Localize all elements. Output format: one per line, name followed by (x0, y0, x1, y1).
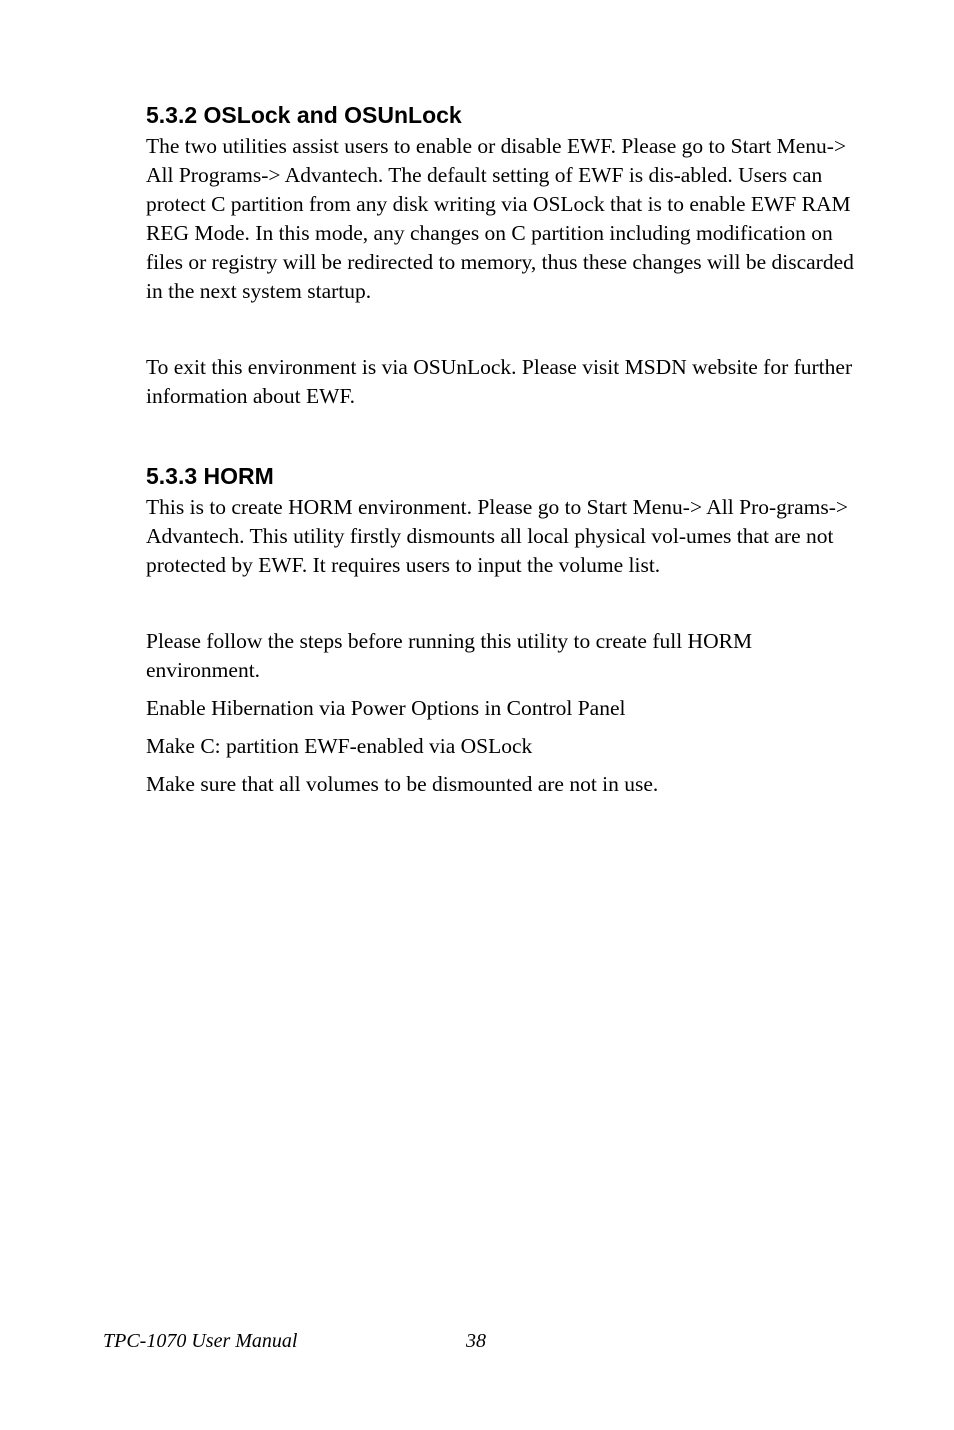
step-item: Make sure that all volumes to be dismounted are not in use. (146, 772, 659, 796)
paragraph-horm-intro: This is to create HORM environment. Please go to Start Menu-> All Pro-grams-> Advantech. This utility firstly dismounts all local physical vol-umes that are not protected by EWF. It requires users to input the volume list. (146, 495, 848, 577)
step-item: Enable Hibernation via Power Options in Control Panel (146, 696, 626, 720)
footer-manual-title: TPC-1070 User Manual (103, 1330, 298, 1352)
section-heading-oslock: 5.3.2 OSLock and OSUnLock (146, 102, 462, 128)
page-content (146, 100, 858, 799)
paragraph-oslock-intro: The two utilities assist users to enable or disable EWF. Please go to Start Menu-> All Programs-> Advantech. The default setting of EWF is dis-abled. Users can protect C partition from any disk writing via OSLock that is to enable EWF RAM REG Mode. In this mode, any changes on C partition including modification on files or registry will be redirected to memory, thus these changes will be discarded in the next system startup. (146, 134, 854, 303)
step-item: Make C: partition EWF-enabled via OSLock (146, 734, 533, 758)
section-heading-horm: 5.3.3 HORM (146, 463, 274, 489)
paragraph-osunlock-exit: To exit this environment is via OSUnLock. Please visit MSDN website for further information about EWF. (146, 355, 853, 408)
paragraph-horm-steps-intro: Please follow the steps before running this utility to create full HORM environment. (146, 629, 753, 682)
footer-page-number: 38 (466, 1330, 486, 1352)
